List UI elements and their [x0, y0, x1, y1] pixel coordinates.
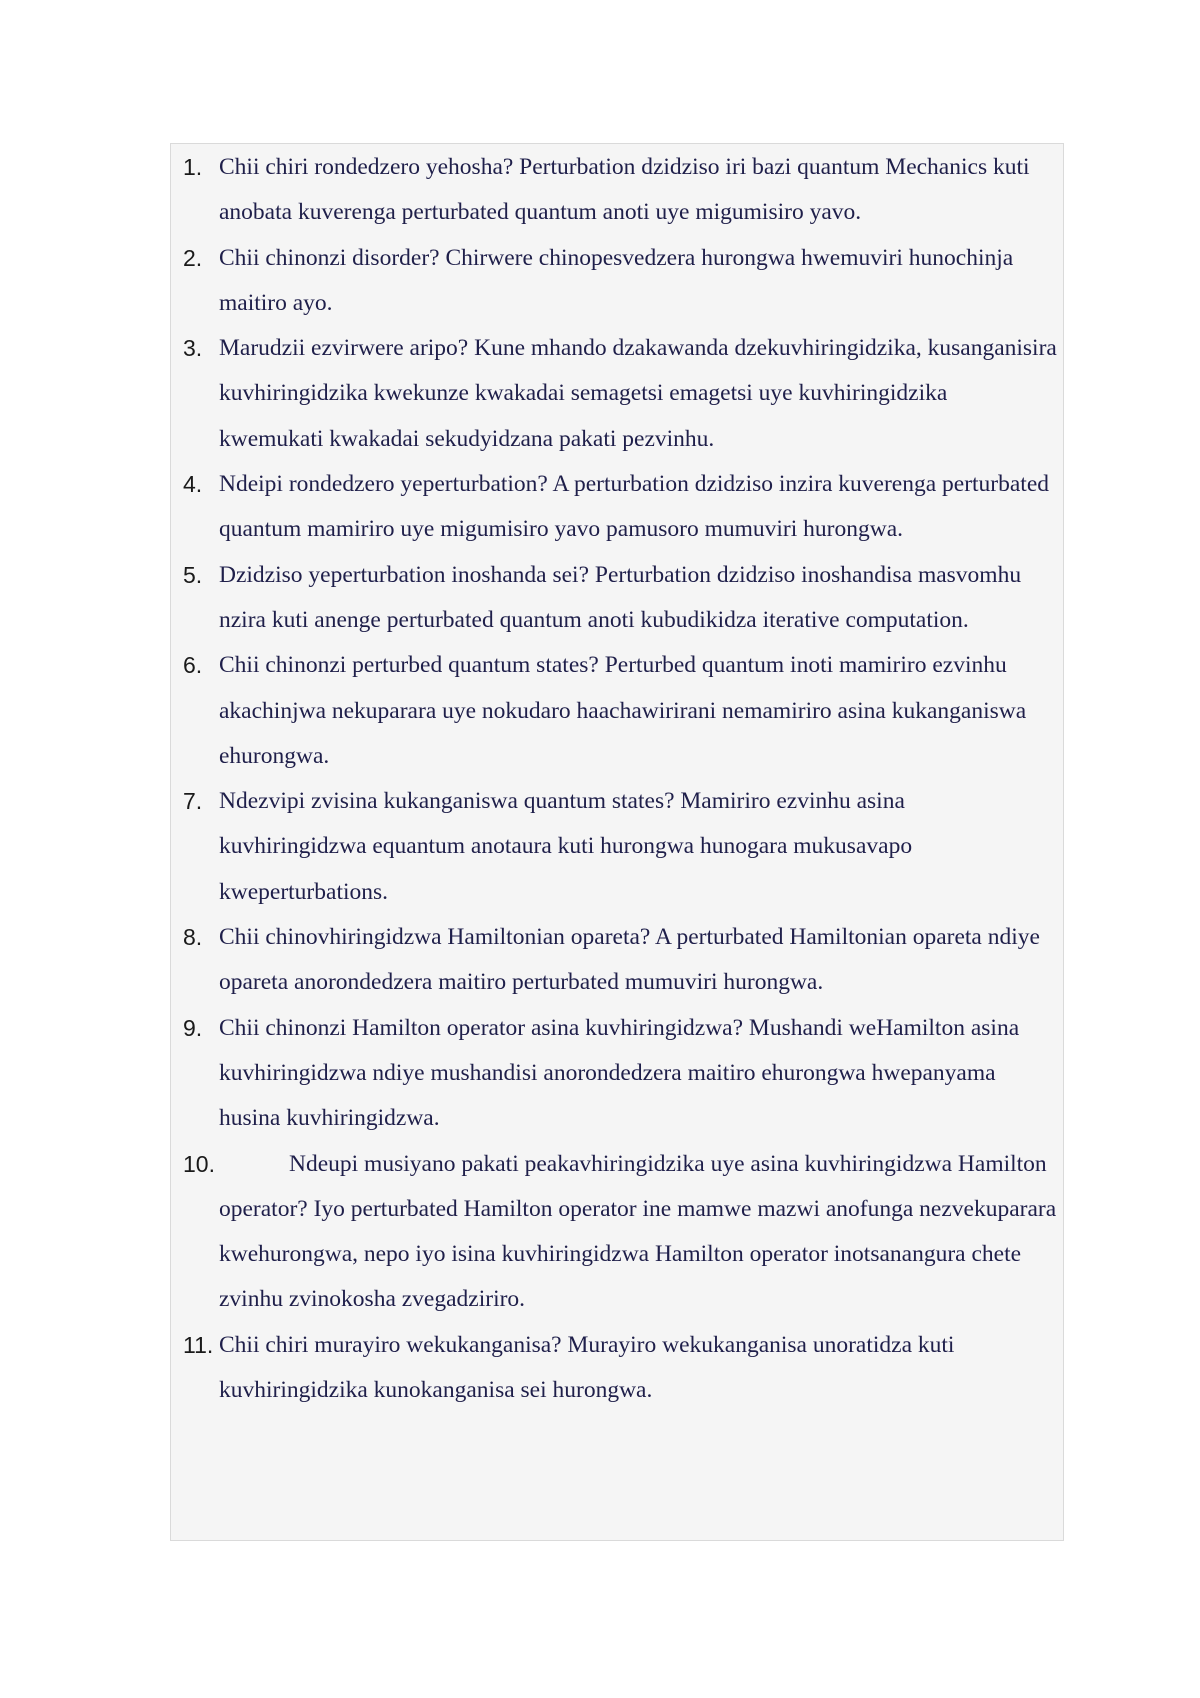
- item-number: 11.: [183, 1331, 214, 1358]
- item-text: Chii chinonzi Hamilton operator asina kuvhiringidzwa? Mushandi weHamilton asina kuvhiringidzwa ndiye mushandisi anorondedzera maitiro ehurongwa hwepanyama husina kuvhiringidzwa.: [219, 1014, 1020, 1132]
- list-item: [171, 236, 1063, 327]
- item-text: Dzidziso yeperturbation inoshanda sei? Perturbation dzidziso inoshandisa masvomhu nzira kuti anenge perturbated quantum anoti kubudikidza iterative computation.: [219, 561, 1022, 633]
- item-text: Marudzii ezvirwere aripo? Kune mhando dzakawanda dzekuvhiringidzika, kusanganisira kuvhiringidzika kwekunze kwakadai semagetsi emagetsi uye kuvhiringidzika kwemukati kwakadai sekudyidzana pakati pezvinhu.: [219, 335, 1057, 452]
- faq-list: [171, 144, 1063, 1413]
- faq-box: [170, 143, 1064, 1541]
- list-item: [171, 779, 1063, 915]
- item-number: 8.: [183, 924, 203, 951]
- item-text: Chii chinovhiringidzwa Hamiltonian opareta? A perturbated Hamiltonian opareta ndiye opareta anorondedzera maitiro perturbated mumuviri hurongwa.: [219, 924, 1040, 996]
- list-item: [171, 1142, 1063, 1323]
- item-number: 10.: [183, 1150, 215, 1177]
- item-number: 4.: [183, 471, 203, 498]
- list-item: [171, 145, 1063, 236]
- list-item: [171, 326, 1063, 462]
- item-text: Ndeupi musiyano pakati peakavhiringidzika uye asina kuvhiringidzwa Hamilton operator? Iyo perturbated Hamilton operator ine mamwe mazwi anofunga nezvekuparara kwehurongwa, nepo iyo isina kuvhiringidzwa Hamilton operator inotsanangura chete zvinhu zvinokosha zvegadziriro.: [219, 1150, 1057, 1313]
- item-text: Chii chiri murayiro wekukanganisa? Murayiro wekukanganisa unoratidza kuti kuvhiringidzika kunokanganisa sei hurongwa.: [219, 1331, 955, 1404]
- item-number: 7.: [183, 788, 203, 815]
- item-text: Chii chinonzi disorder? Chirwere chinopesvedzera hurongwa hwemuviri hunochinja maitiro ayo.: [219, 244, 1014, 316]
- item-text: Ndezvipi zvisina kukanganiswa quantum states? Mamiriro ezvinhu asina kuvhiringidzwa equantum anotaura kuti hurongwa hunogara mukusavapo kweperturbations.: [219, 788, 913, 905]
- item-number: 9.: [183, 1014, 203, 1041]
- list-item: [171, 1323, 1063, 1414]
- item-text: Chii chiri rondedzero yehosha? Perturbation dzidziso iri bazi quantum Mechanics kuti anobata kuverenga perturbated quantum anoti uye migumisiro yavo.: [219, 154, 1030, 226]
- list-item: [171, 553, 1063, 644]
- list-item: [171, 1006, 1063, 1142]
- list-item: [171, 643, 1063, 779]
- item-number: 2.: [183, 244, 203, 271]
- item-number: 1.: [183, 154, 203, 180]
- item-number: 6.: [183, 652, 203, 679]
- list-item: [171, 915, 1063, 1006]
- list-item: [171, 462, 1063, 553]
- item-number: 5.: [183, 561, 203, 588]
- item-text: Chii chinonzi perturbed quantum states? Perturbed quantum inoti mamiriro ezvinhu akachinjwa nekuparara uye nokudaro haachawirirani nemamiriro asina kukanganiswa ehurongwa.: [219, 652, 1027, 769]
- item-text: Ndeipi rondedzero yeperturbation? A perturbation dzidziso inzira kuverenga perturbated quantum mamiriro uye migumisiro yavo pamusoro mumuviri hurongwa.: [219, 471, 1050, 543]
- item-number: 3.: [183, 335, 203, 362]
